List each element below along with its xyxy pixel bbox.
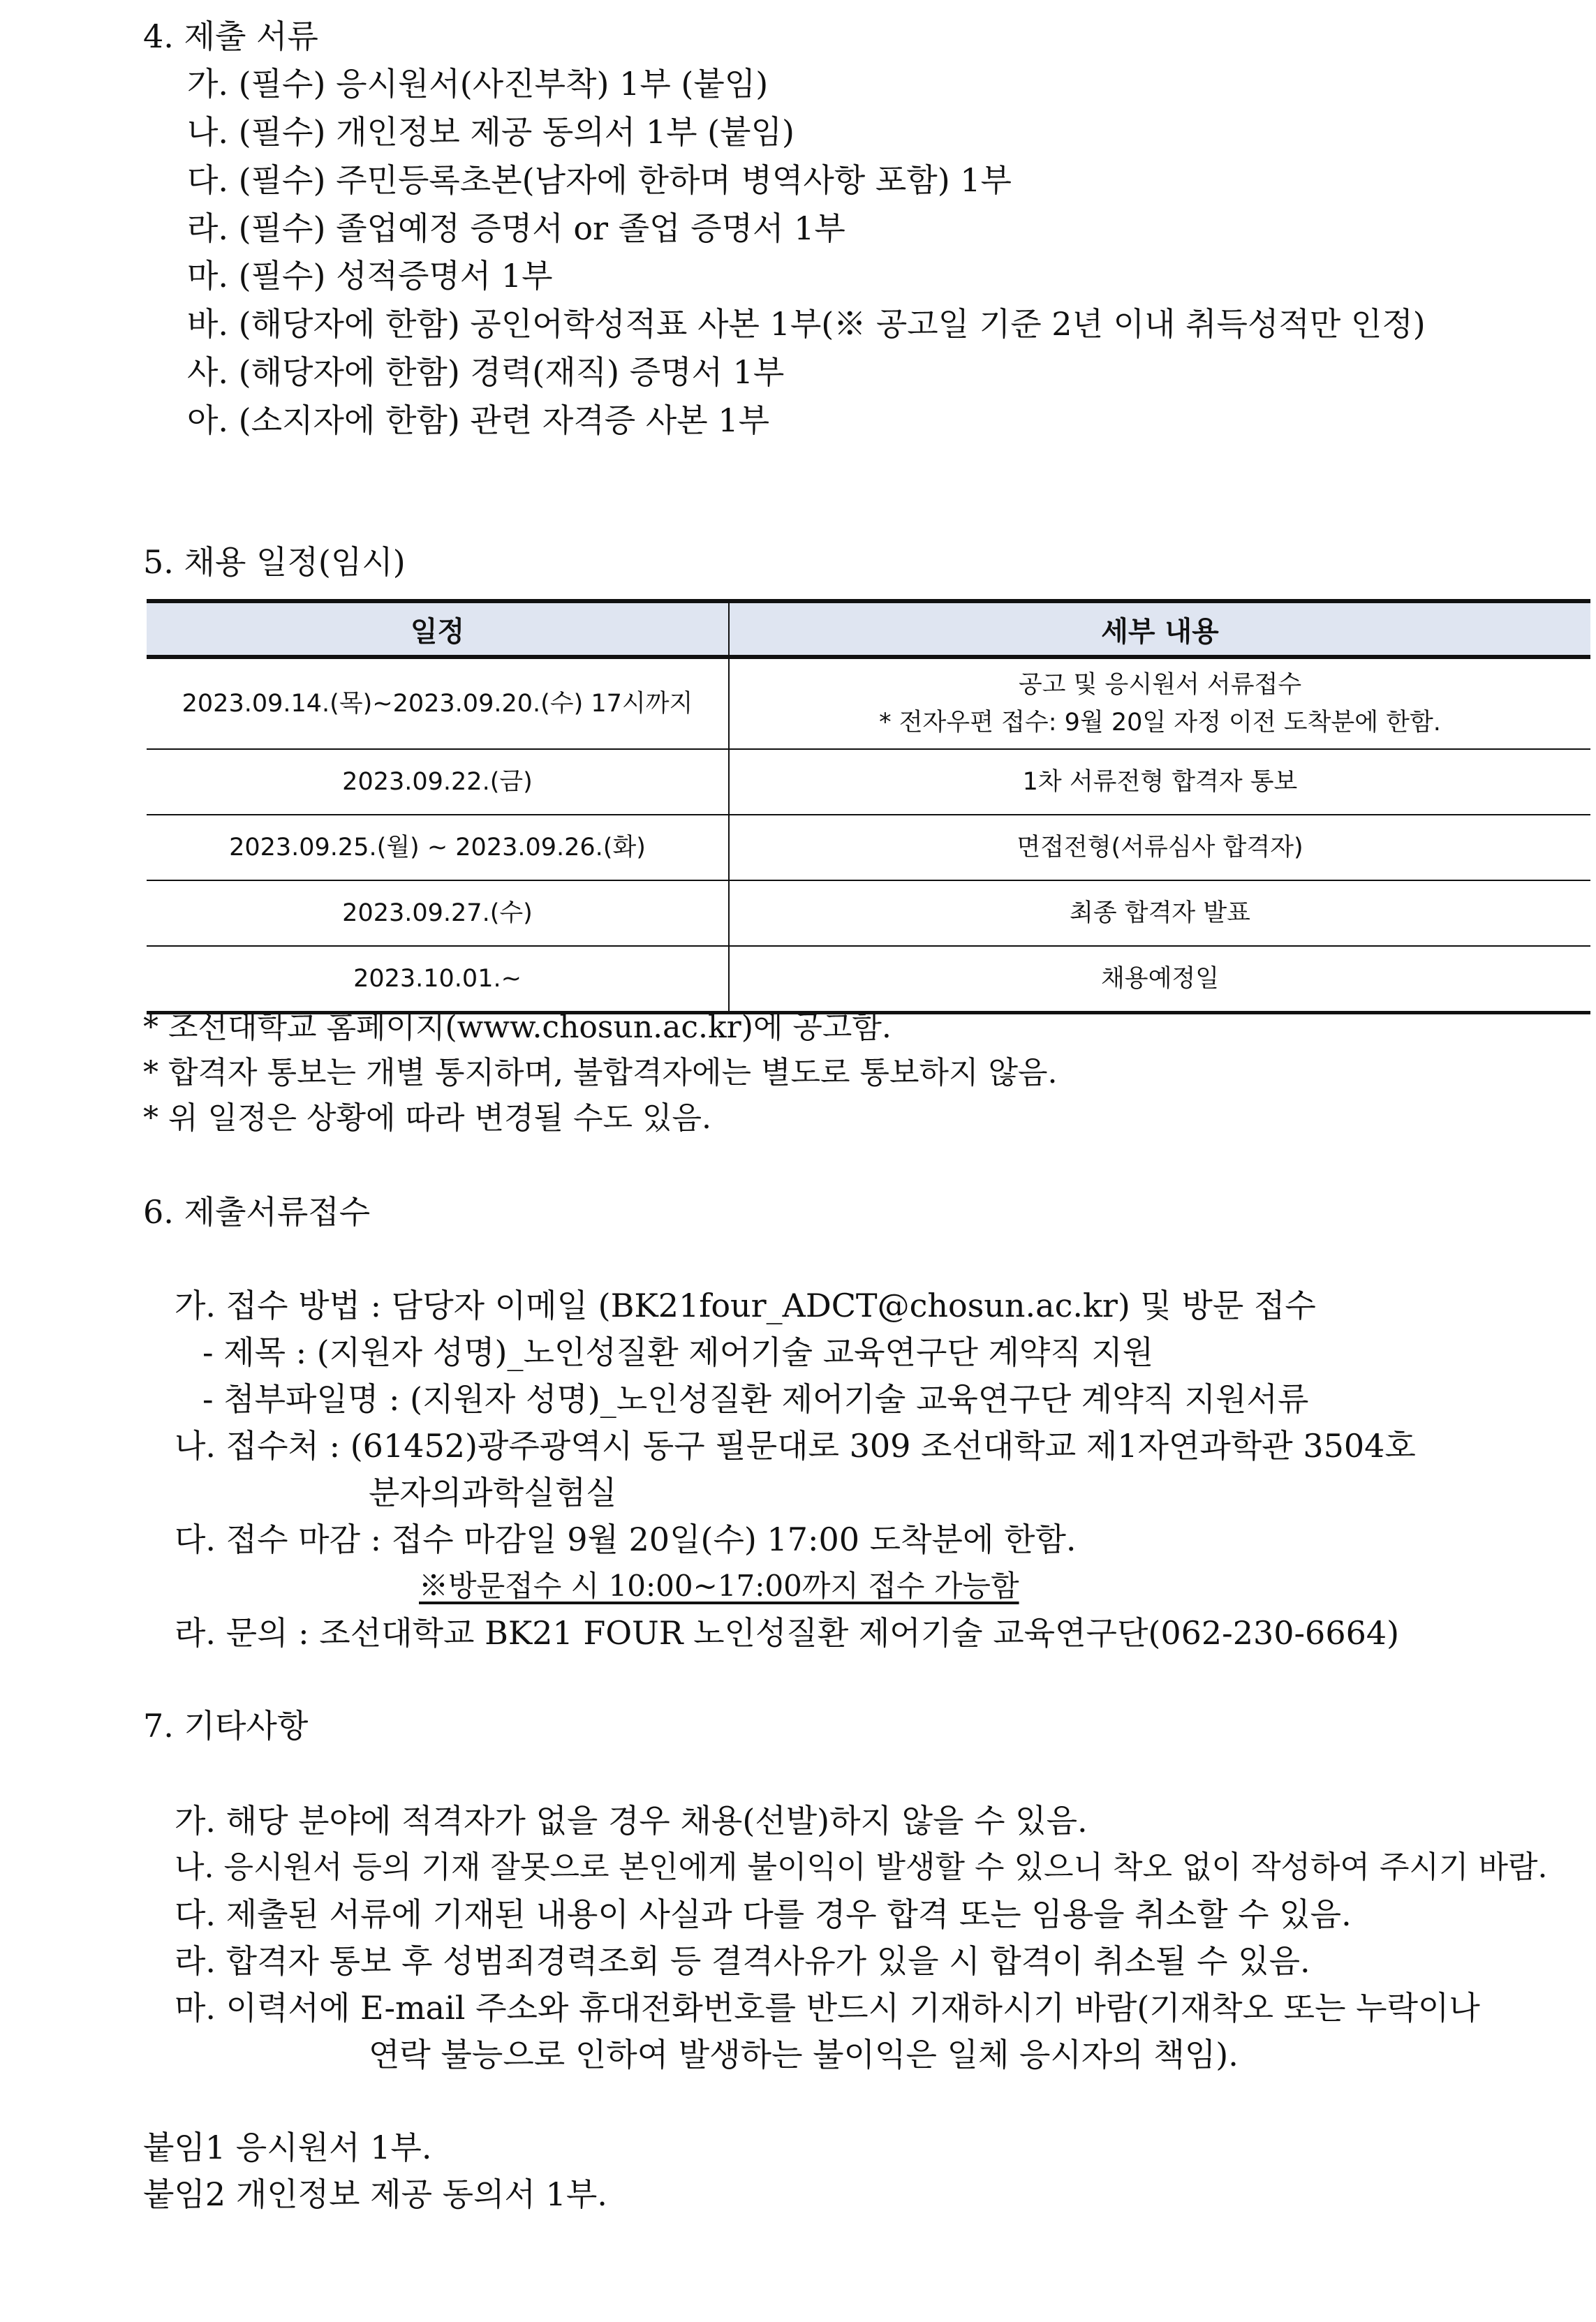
- schedule-detail-line: 공고 및 응시원서 서류접수: [1018, 671, 1302, 699]
- schedule-detail: 최종 합격자 발표: [729, 880, 1590, 946]
- schedule-date: 2023.09.27.(수): [147, 880, 729, 946]
- section4-item-1: 가. (필수) 응시원서(사진부착) 1부 (붙임): [187, 65, 769, 103]
- section4-item-2: 나. (필수) 개인정보 제공 동의서 1부 (붙임): [187, 113, 795, 151]
- visit-hours-note: ※방문접수 시 10:00~17:00까지 접수 가능함: [419, 1569, 1019, 1603]
- schedule-header-date: 일정: [147, 601, 729, 657]
- email-subject: - 제목 : (지원자 성명)_노인성질환 제어기술 교육연구단 계약직 지원: [202, 1333, 1154, 1371]
- table-row: [147, 657, 1590, 749]
- schedule-detail: 1차 서류전형 합격자 통보: [729, 749, 1590, 815]
- section4-item-4: 라. (필수) 졸업예정 증명서 or 졸업 증명서 1부: [187, 209, 845, 247]
- attachment-2: 붙임2 개인정보 제공 동의서 1부.: [143, 2175, 607, 2213]
- section5-title: 5. 채용 일정(임시): [143, 543, 406, 581]
- table-row: [147, 749, 1590, 815]
- misc-item-3: 다. 제출된 서류에 기재된 내용이 사실과 다를 경우 합격 또는 임용을 취소할 수 있음.: [175, 1895, 1352, 1933]
- section7-title: 7. 기타사항: [143, 1707, 309, 1745]
- table-row: [147, 815, 1590, 880]
- schedule-date: 2023.09.22.(금): [147, 749, 729, 815]
- submission-address: 나. 접수처 : (61452)광주광역시 동구 필문대로 309 조선대학교 제1자연과학관 3504호: [175, 1427, 1416, 1465]
- schedule-date: 2023.09.25.(월) ~ 2023.09.26.(화): [147, 815, 729, 880]
- misc-item-5-cont: 연락 불능으로 인하여 발생하는 불이익은 일체 응시자의 책임).: [369, 2036, 1239, 2073]
- misc-item-1: 가. 해당 분야에 적격자가 없을 경우 채용(선발)하지 않을 수 있음.: [175, 1802, 1088, 1840]
- schedule-table: [147, 599, 1590, 1014]
- table-row: [147, 880, 1590, 946]
- section4-item-3: 다. (필수) 주민등록초본(남자에 한하며 병역사항 포함) 1부: [187, 161, 1012, 199]
- submission-deadline: 다. 접수 마감 : 접수 마감일 9월 20일(수) 17:00 도착분에 한함.: [175, 1521, 1077, 1558]
- schedule-detail: [729, 657, 1590, 749]
- section4-item-7: 사. (해당자에 한함) 경력(재직) 증명서 1부: [187, 353, 785, 391]
- schedule-header-detail: 세부 내용: [729, 601, 1590, 657]
- section4-title: 4. 제출 서류: [143, 17, 318, 55]
- schedule-detail: 채용예정일: [729, 946, 1590, 1013]
- schedule-date: 2023.10.01.~: [147, 946, 729, 1013]
- table-row: [147, 946, 1590, 1013]
- schedule-note-2: * 합격자 통보는 개별 통지하며, 불합격자에는 별도로 통보하지 않음.: [143, 1055, 1058, 1090]
- section4-item-5: 마. (필수) 성적증명서 1부: [187, 257, 553, 295]
- attachment-filename: - 첨부파일명 : (지원자 성명)_노인성질환 제어기술 교육연구단 계약직 지원서류: [202, 1380, 1309, 1418]
- misc-item-4: 라. 합격자 통보 후 성범죄경력조회 등 결격사유가 있을 시 합격이 취소될 수 있음.: [175, 1942, 1310, 1980]
- section4-item-8: 아. (소지자에 한함) 관련 자격증 사본 1부: [187, 401, 770, 439]
- submission-method: 가. 접수 방법 : 담당자 이메일 (BK21four_ADCT@chosun.ac.kr) 및 방문 접수: [175, 1287, 1316, 1324]
- section6-title: 6. 제출서류접수: [143, 1193, 371, 1231]
- schedule-note-1: * 조선대학교 홈페이지(www.chosun.ac.kr)에 공고함.: [143, 1010, 892, 1045]
- misc-item-2: 나. 응시원서 등의 기재 잘못으로 본인에게 불이익이 발생할 수 있으니 착오 없이 작성하여 주시기 바람.: [175, 1849, 1548, 1885]
- contact-info: 라. 문의 : 조선대학교 BK21 FOUR 노인성질환 제어기술 교육연구단(062-230-6664): [175, 1614, 1400, 1652]
- submission-address-cont: 분자의과학실험실: [369, 1474, 617, 1511]
- schedule-detail-note: * 전자우편 접수: 9월 20일 자정 이전 도착분에 한함.: [879, 709, 1441, 737]
- schedule-header-row: [147, 601, 1590, 657]
- schedule-note-3: * 위 일정은 상황에 따라 변경될 수도 있음.: [143, 1100, 711, 1136]
- attachment-1: 붙임1 응시원서 1부.: [143, 2129, 432, 2166]
- schedule-date: 2023.09.14.(목)~2023.09.20.(수) 17시까지: [147, 657, 729, 749]
- schedule-detail: 면접전형(서류심사 합격자): [729, 815, 1590, 880]
- section4-item-6: 바. (해당자에 한함) 공인어학성적표 사본 1부(※ 공고일 기준 2년 이내 취득성적만 인정): [187, 305, 1426, 343]
- misc-item-5: 마. 이력서에 E-mail 주소와 휴대전화번호를 반드시 기재하시기 바람(기재착오 또는 누락이나: [175, 1989, 1480, 2027]
